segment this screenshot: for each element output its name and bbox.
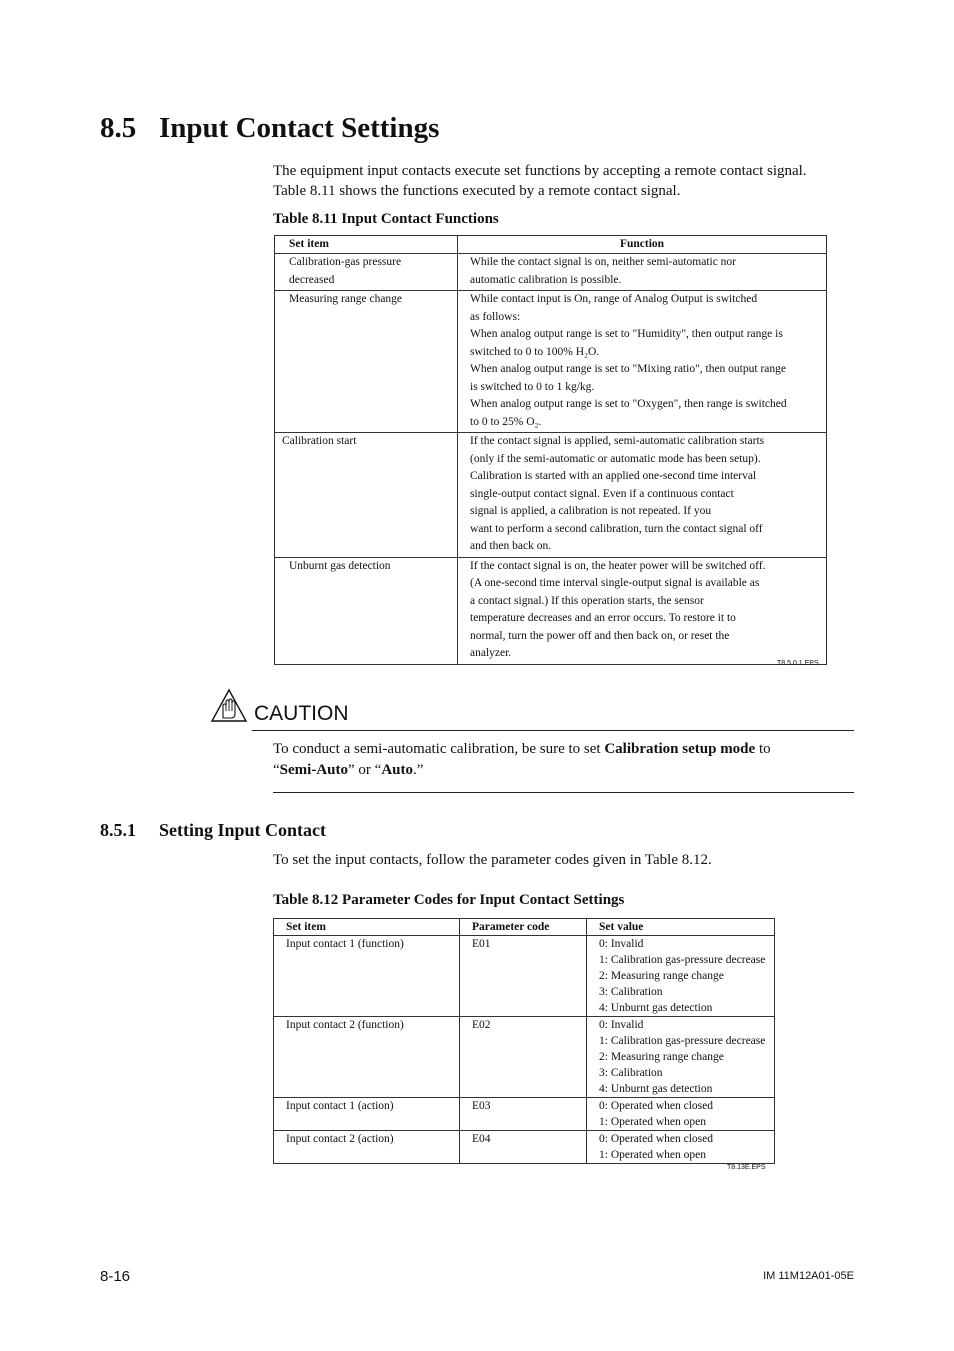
- function-line: want to perform a second calibration, turn the contact signal off: [470, 522, 763, 535]
- table-row: [274, 1017, 775, 1098]
- table-row: [275, 291, 827, 433]
- subsection-title: Setting Input Contact: [159, 820, 327, 840]
- table-row: [275, 557, 827, 664]
- set-value-line: 2: Measuring range change: [599, 970, 724, 982]
- caution-title: CAUTION: [254, 702, 349, 725]
- set-value-line: 3: Calibration: [599, 986, 663, 998]
- table-row: [275, 433, 827, 558]
- function-line: and then back on.: [470, 540, 552, 552]
- table-row: [274, 1131, 775, 1164]
- function-line: If the contact signal is on, the heater power will be switched off.: [470, 559, 766, 572]
- function-line: normal, turn the power off and then back on, or reset the: [470, 629, 730, 642]
- subsection-heading: [100, 820, 326, 841]
- table-row: [274, 936, 775, 1017]
- set-value-line: 1: Calibration gas-pressure decrease: [599, 1035, 766, 1047]
- table2-caption: Table 8.12 Parameter Codes for Input Contact Settings: [273, 892, 625, 908]
- function-line: (A one-second time interval single-output signal is available as: [470, 577, 760, 589]
- intro-paragraph: [273, 161, 863, 201]
- caution-line-1: To conduct a semi-automatic calibration, be sure to set Calibration setup mode to: [273, 741, 771, 757]
- table1-eps-label: T8.5.0.1.EPS: [777, 660, 819, 667]
- function-line: as follows:: [470, 310, 521, 323]
- function-line: Calibration is started with an applied one-second time interval: [470, 470, 757, 482]
- set-item-cell: [275, 291, 458, 433]
- set-item-cell: [275, 557, 458, 664]
- set-value-line: 0: Operated when closed: [599, 1100, 714, 1112]
- parameter-codes-table: [273, 918, 775, 1164]
- subsection-number: 8.5.1: [100, 820, 136, 840]
- table2-eps-label: T8.13E.EPS: [727, 1164, 766, 1171]
- column-header: Function: [458, 236, 827, 254]
- set-value-cell: [587, 936, 775, 1017]
- caution-bottom-rule: [273, 792, 854, 793]
- function-line: signal is applied, a calibration is not repeated. If you: [470, 505, 712, 517]
- column-header: Set value: [587, 919, 775, 936]
- parameter-code-line: E01: [472, 938, 491, 950]
- parameter-code-cell: [460, 1017, 587, 1098]
- table1-caption: Table 8.11 Input Contact Functions: [273, 211, 499, 227]
- column-header: Set item: [275, 236, 458, 254]
- parameter-code-line: E02: [472, 1019, 491, 1031]
- function-line: automatic calibration is possible.: [470, 273, 622, 286]
- set-item-cell: [274, 936, 460, 1017]
- caution-icon: [210, 688, 248, 723]
- function-line: switched to 0 to 100% H₂O.: [470, 345, 600, 358]
- option-semi-auto: Semi-Auto: [279, 762, 348, 778]
- set-value-cell: [587, 1098, 775, 1131]
- function-cell: [458, 557, 827, 664]
- set-item-line: Measuring range change: [289, 293, 403, 305]
- set-value-line: 3: Calibration: [599, 1067, 663, 1079]
- function-line: If the contact signal is applied, semi-automatic calibration starts: [470, 435, 765, 447]
- table-row: [274, 1098, 775, 1131]
- caution-line-2: “Semi-Auto” or “Auto.”: [273, 762, 424, 778]
- parameter-code-line: E03: [472, 1100, 491, 1112]
- parameter-code-cell: [460, 1098, 587, 1131]
- table-header-row: [274, 919, 775, 936]
- set-value-line: 0: Operated when closed: [599, 1133, 714, 1145]
- set-item-cell: [274, 1017, 460, 1098]
- function-line: While the contact signal is on, neither semi-automatic nor: [470, 256, 737, 268]
- set-value-line: 1: Operated when open: [599, 1116, 706, 1128]
- set-item-cell: [275, 433, 458, 558]
- function-line: When analog output range is set to "Oxygen", then range is switched: [470, 398, 787, 410]
- set-item-line: decreased: [289, 273, 335, 286]
- function-line: analyzer.: [470, 647, 512, 659]
- subsection-paragraph: To set the input contacts, follow the parameter codes given in Table 8.12.: [273, 852, 712, 868]
- set-item-line: Calibration-gas pressure: [289, 256, 402, 268]
- intro-line: The equipment input contacts execute set functions by accepting a remote contact signal.: [273, 163, 807, 179]
- set-item-cell: [274, 1131, 460, 1164]
- function-line: is switched to 0 to 1 kg/kg.: [470, 380, 595, 393]
- parameter-code-cell: [460, 936, 587, 1017]
- function-line: a contact signal.) If this operation starts, the sensor: [470, 594, 704, 607]
- set-item-line: Input contact 1 (function): [286, 938, 404, 950]
- input-contact-functions-table: [274, 235, 827, 665]
- parameter-code-line: E04: [472, 1133, 491, 1145]
- column-header: Parameter code: [460, 919, 587, 936]
- set-value-line: 1: Calibration gas-pressure decrease: [599, 954, 766, 966]
- function-line: When analog output range is set to "Mixing ratio", then output range: [470, 363, 786, 375]
- set-value-line: 4: Unburnt gas detection: [599, 1083, 713, 1095]
- function-line: temperature decreases and an error occurs. To restore it to: [470, 612, 736, 624]
- section-number: 8.5: [100, 112, 137, 144]
- set-value-cell: [587, 1017, 775, 1098]
- document-id: IM 11M12A01-05E: [763, 1270, 854, 1282]
- function-line: to 0 to 25% O₂.: [470, 415, 542, 428]
- set-value-line: 1: Operated when open: [599, 1149, 706, 1161]
- option-auto: Auto: [381, 762, 413, 778]
- set-item-line: Unburnt gas detection: [289, 559, 391, 572]
- caution-text: [273, 739, 853, 781]
- page-number: 8-16: [100, 1268, 131, 1285]
- intro-line: Table 8.11 shows the functions executed by a remote contact signal.: [273, 183, 681, 199]
- setting-name: Calibration setup mode: [604, 741, 756, 757]
- function-line: (only if the semi-automatic or automatic mode has been setup).: [470, 452, 761, 465]
- table-header-row: [275, 236, 827, 254]
- caution-top-rule: [252, 730, 854, 731]
- set-item-line: Input contact 2 (function): [286, 1019, 404, 1031]
- function-cell: [458, 433, 827, 558]
- set-value-line: 0: Invalid: [599, 938, 644, 950]
- set-value-line: 2: Measuring range change: [599, 1051, 724, 1063]
- set-item-line: Calibration start: [282, 435, 357, 447]
- table-row: [275, 254, 827, 291]
- section-heading: [100, 112, 439, 145]
- set-item-line: Input contact 2 (action): [286, 1133, 394, 1145]
- function-cell: [458, 291, 827, 433]
- section-title: Input Contact Settings: [159, 112, 440, 144]
- column-header: Set item: [274, 919, 460, 936]
- set-item-line: Input contact 1 (action): [286, 1100, 394, 1112]
- set-item-cell: [274, 1098, 460, 1131]
- function-line: While contact input is On, range of Analog Output is switched: [470, 293, 758, 305]
- function-line: When analog output range is set to "Humidity", then output range is: [470, 328, 783, 340]
- function-cell: [458, 254, 827, 291]
- set-value-line: 0: Invalid: [599, 1019, 644, 1031]
- set-item-cell: [275, 254, 458, 291]
- function-line: single-output contact signal. Even if a continuous contact: [470, 487, 734, 500]
- set-value-line: 4: Unburnt gas detection: [599, 1002, 713, 1014]
- parameter-code-cell: [460, 1131, 587, 1164]
- set-value-cell: [587, 1131, 775, 1164]
